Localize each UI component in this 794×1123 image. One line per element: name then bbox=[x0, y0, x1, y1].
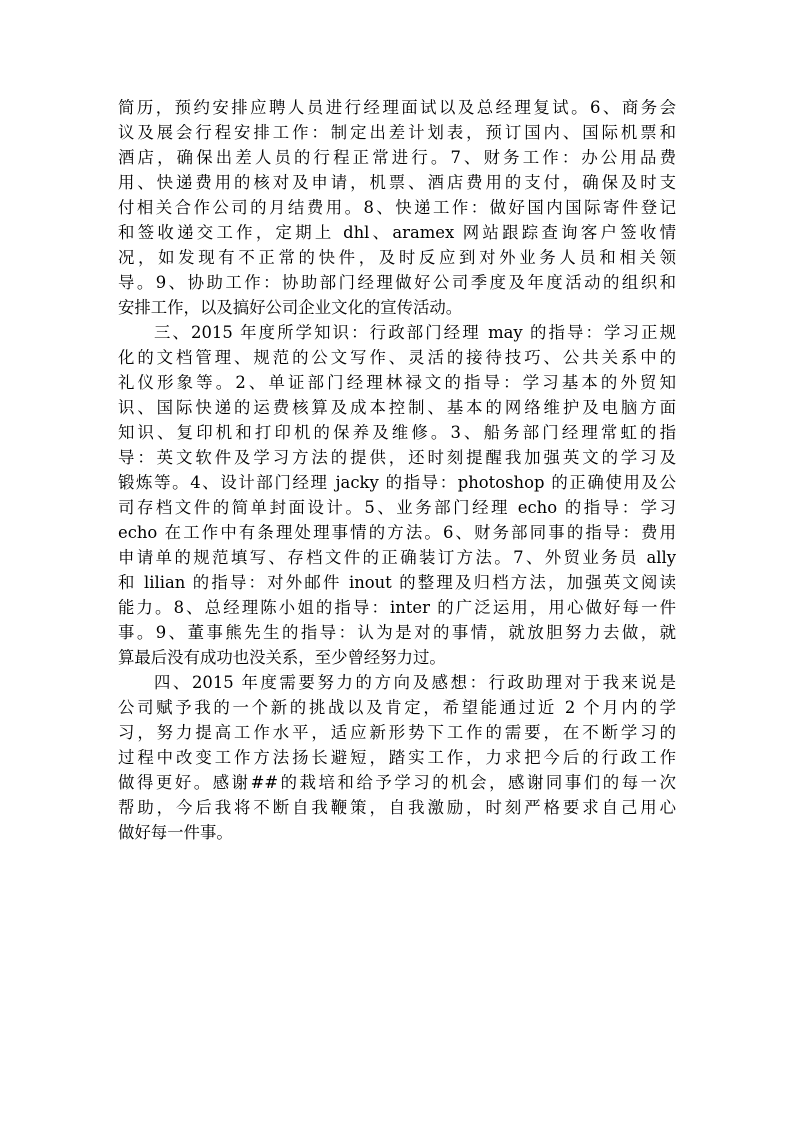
text-line: 帮助，今后我将不断自我鞭策，自我激励，时刻严格要求自己用心 bbox=[118, 798, 676, 817]
text-line: 四、2015 年度需要努力的方向及感想：行政助理对于我来说是 bbox=[154, 673, 676, 692]
text-line: 三、2015 年度所学知识：行政部门经理 may 的指导：学习正规 bbox=[154, 323, 676, 342]
text-line: 锻炼等。4、设计部门经理 jacky 的指导：photoshop 的正确使用及公 bbox=[118, 473, 676, 492]
text-line: 事。9、董事熊先生的指导：认为是对的事情，就放胆努力去做，就 bbox=[118, 623, 676, 642]
text-line: echo 在工作中有条理处理事情的方法。6、财务部同事的指导：费用 bbox=[118, 523, 676, 542]
text-line: 用、快递费用的核对及申请，机票、酒店费用的支付，确保及时支 bbox=[118, 173, 676, 192]
text-line: 和 lilian 的指导：对外邮件 inout 的整理及归档方法，加强英文阅读 bbox=[118, 573, 676, 592]
text-line: 做得更好。感谢##的栽培和给予学习的机会，感谢同事们的每一次 bbox=[118, 773, 676, 792]
text-line: 议及展会行程安排工作：制定出差计划表，预订国内、国际机票和 bbox=[118, 123, 676, 142]
text-line: 识、国际快递的运费核算及成本控制、基本的网络维护及电脑方面 bbox=[118, 398, 676, 417]
text-line: 公司赋予我的一个新的挑战以及肯定，希望能通过近 2 个月内的学 bbox=[118, 698, 676, 717]
document-body bbox=[118, 95, 676, 845]
text-line: 过程中改变工作方法扬长避短，踏实工作，力求把今后的行政工作 bbox=[118, 748, 676, 767]
text-line: 化的文档管理、规范的公文写作、灵活的接待技巧、公共关系中的 bbox=[118, 348, 676, 367]
text-line: 安排工作，以及搞好公司企业文化的宣传活动。 bbox=[118, 298, 463, 317]
text-line: 况，如发现有不正常的快件，及时反应到对外业务人员和相关领 bbox=[118, 248, 676, 267]
text-line: 申请单的规范填写、存档文件的正确装订方法。7、外贸业务员 ally bbox=[118, 548, 676, 567]
text-line: 做好每一件事。 bbox=[118, 823, 233, 842]
text-line: 付相关合作公司的月结费用。8、快递工作：做好国内国际寄件登记 bbox=[118, 198, 676, 217]
text-line: 能力。8、总经理陈小姐的指导：inter 的广泛运用，用心做好每一件 bbox=[118, 598, 676, 617]
text-line: 导。9、协助工作：协助部门经理做好公司季度及年度活动的组织和 bbox=[118, 273, 676, 292]
text-line: 酒店，确保出差人员的行程正常进行。7、财务工作：办公用品费 bbox=[118, 148, 676, 167]
text-line: 导：英文软件及学习方法的提供，还时刻提醒我加强英文的学习及 bbox=[118, 448, 676, 467]
text-line: 简历，预约安排应聘人员进行经理面试以及总经理复试。6、商务会 bbox=[118, 98, 676, 117]
text-line: 礼仪形象等。2、单证部门经理林禄文的指导：学习基本的外贸知 bbox=[118, 373, 676, 392]
text-line: 知识、复印机和打印机的保养及维修。3、船务部门经理常虹的指 bbox=[118, 423, 676, 442]
text-line: 司存档文件的简单封面设计。5、业务部门经理 echo 的指导：学习 bbox=[118, 498, 676, 517]
text-line: 和签收递交工作，定期上 dhl、aramex 网站跟踪查询客户签收情 bbox=[118, 223, 676, 242]
text-line: 习，努力提高工作水平，适应新形势下工作的需要，在不断学习的 bbox=[118, 723, 676, 742]
text-line: 算最后没有成功也没关系，至少曾经努力过。 bbox=[118, 648, 446, 667]
